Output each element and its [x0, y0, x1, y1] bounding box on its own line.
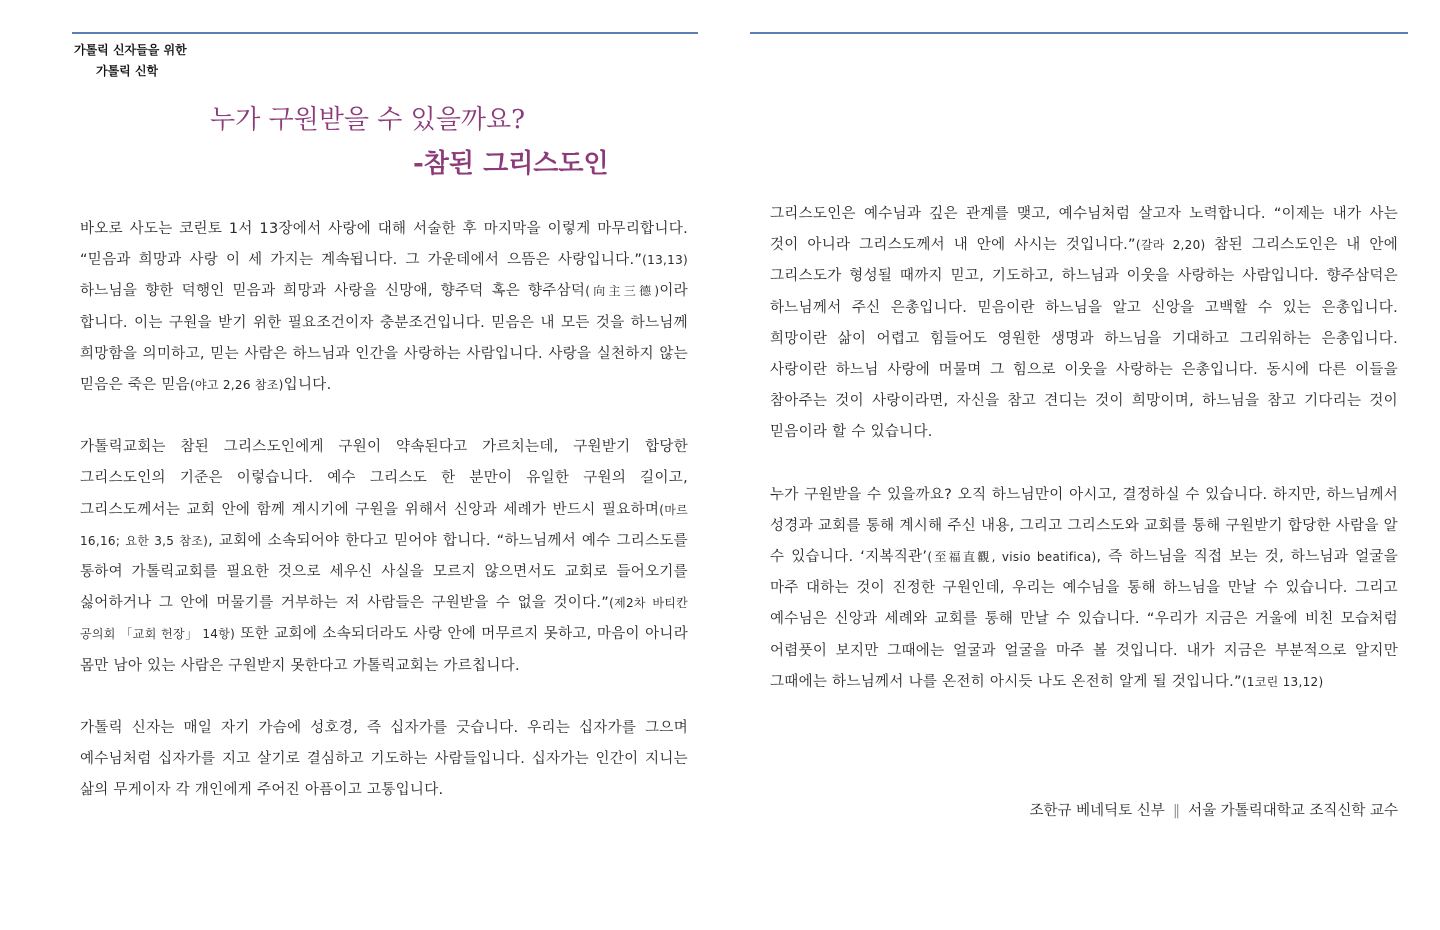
paragraph-text: , 즉 하느님을 직접 보는 것, 하느님과 얼굴을 마주 대하는 것이 진정한 구원인데, 우리는 예수님을 통해 하느님을 만날 수 있습니다. 그리고 예수님은 신앙과 세례와 교회를 통해 만날 수 있습니다. “우리가 지금은 거울에 비친 모습처럼 어렴풋이 보지만 그때에는 얼굴과 얼굴을 마주 볼 것입니다. 내가 지금은 부분적으로 알지만 그때에는 하느님께서 나를 온전히 아시듯 나도 온전히 알게 될 것입니다.”	[770, 549, 1398, 690]
citation: (마르 16,16; 요한 3,5 참조)	[80, 502, 688, 548]
right-column	[770, 199, 1398, 698]
paragraph-2	[80, 432, 688, 682]
series-title-line1: 가톨릭 신자들을 위한	[74, 43, 187, 57]
header-rule-right	[750, 32, 1408, 34]
signature-separator: ‖	[1172, 803, 1181, 819]
paragraph-text: 또한 교회에 소속되더라도 사랑 안에 머무르지 못하고, 마음이 아니라 몸만 남아 있는 사람은 구원받지 못한다고 가톨릭교회는 가르칩니다.	[80, 626, 689, 674]
citation: (야고 2,26 참조)	[189, 378, 284, 393]
citation: (向主三德)	[585, 284, 660, 299]
citation: (1코린 13,12)	[1241, 674, 1324, 689]
citation: (제2차 바티칸 공의회 「교회 헌장」 14항)	[80, 596, 688, 642]
author-signature	[1030, 797, 1398, 825]
author-name: 조한규 베네딕토 신부	[1029, 803, 1165, 819]
paragraph-text: 하느님을 향한 덕행인 믿음과 희망과 사랑을 신망애, 향주덕 혹은 향주삼덕	[80, 283, 586, 300]
paragraph-text: 입니다.	[283, 377, 332, 394]
author-affiliation: 서울 가톨릭대학교 조직신학 교수	[1188, 803, 1398, 819]
paragraph-3: 가톨릭 신자는 매일 자기 가슴에 성호경, 즉 십자가를 긋습니다. 우리는 십자가를 그으며 예수님처럼 십자가를 지고 살기로 결심하고 기도하는 사람들입니다. 십자가는 인간이 지니는 삶의 무게이자 각 개인에게 주어진 아픔이고 고통입니다.	[80, 719, 688, 799]
paragraph-text: 이라 합니다. 이는 구원을 받기 위한 필요조건이자 충분조건입니다. 믿음은 내 모든 것을 하느님께 희망함을 의미하고, 믿는 사람은 하느님과 인간을 사랑하는 사람입니다. 사랑을 실천하지 않는 믿음은 죽은 믿음	[80, 283, 688, 394]
article-title-main: 누가 구원받을 수 있을까요?	[210, 105, 526, 135]
article-title	[200, 98, 680, 186]
series-title	[74, 40, 187, 82]
paragraph-text: , 교회에 소속되어야 한다고 믿어야 합니다. “하느님께서 예수 그리스도를 통하여 가톨릭교회를 필요한 것으로 세우신 사실을 모르지 않으면서도 교회로 들어오기를 싫어하거나 그 안에 머물기를 거부하는 저 사람들은 구원받을 수 없을 것이다.”	[80, 532, 688, 612]
paragraph-4	[770, 199, 1398, 449]
paragraph-5	[770, 480, 1398, 698]
paragraph-1	[80, 214, 688, 401]
paragraph-text: 바오로 사도는 코린토 1서 13장에서 사랑에 대해 서술한 후 마지막을 이렇게 마무리합니다. “믿음과 희망과 사랑 이 세 가지는 계속됩니다. 그 가운데에서 으뜸은 사랑입니다.”	[80, 221, 688, 269]
left-column	[80, 214, 688, 806]
citation: (13,13)	[642, 253, 688, 268]
paragraph-text: 가톨릭교회는 참된 그리스도인에게 구원이 약속된다고 가르치는데, 구원받기 합당한 그리스도인의 기준은 이렇습니다. 예수 그리스도 한 분만이 유일한 구원의 길이고, 그리스도께서는 교회 안에 함께 계시기에 구원을 위해서 신앙과 세례가 반드시 필요하며	[80, 439, 688, 518]
citation: (至福直觀, visio beatifica)	[927, 550, 1097, 565]
paragraph-text: 참된 그리스도인은 내 안에 그리스도가 형성될 때까지 믿고, 기도하고, 하느님과 이웃을 사랑하는 사람입니다. 향주삼덕은 하느님께서 주신 은총입니다. 믿음이란 하느님을 알고 신앙을 고백할 수 있는 은총입니다. 희망이란 삶이 어렵고 힘들어도 영원한 생명과 하느님을 기대하고 그리워하는 은총입니다. 사랑이란 하느님 사랑에 머물며 그 힘으로 이웃을 사랑하는 은총입니다. 동시에 다른 이들을 참아주는 것이 사랑이라면, 자신을 참고 견디는 것이 희망이며, 하느님을 참고 기다리는 것이 믿음이라 할 수 있습니다.	[770, 237, 1399, 441]
citation: (갈라 2,20)	[1135, 238, 1206, 253]
article-subtitle: -참된 그리스도인	[413, 149, 609, 179]
paragraph-text: 누가 구원받을 수 있을까요? 오직 하느님만이 아시고, 결정하실 수 있습니다. 하지만, 하느님께서 성경과 교회를 통해 계시해 주신 내용, 그리고 그리스도와 교회를 통해 구원받기 합당한 사람을 알 수 있습니다. ‘지복직관’	[770, 486, 1398, 566]
header-rule-left	[72, 32, 698, 34]
paragraph-text: 그리스도인은 예수님과 깊은 관계를 맺고, 예수님처럼 살고자 노력합니다. “이제는 내가 사는 것이 아니라 그리스도께서 내 안에 사시는 것입니다.”	[770, 206, 1398, 254]
series-title-line2: 가톨릭 신학	[96, 64, 159, 78]
